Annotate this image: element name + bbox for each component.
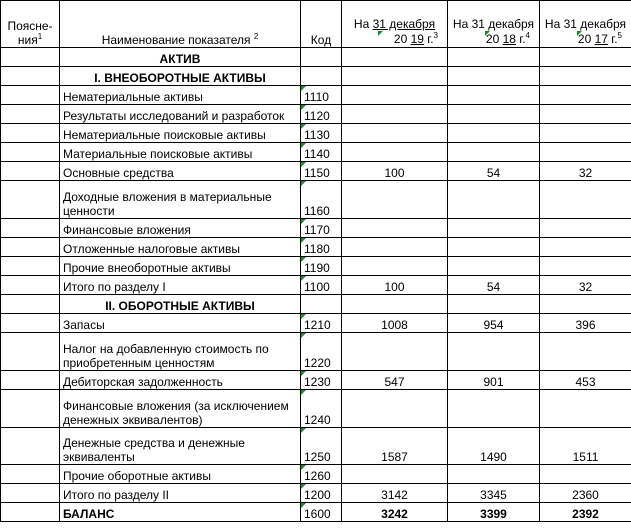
note-cell[interactable] <box>1 333 60 371</box>
table-row <box>1 257 631 276</box>
code-cell[interactable] <box>301 181 342 219</box>
note-cell[interactable] <box>1 276 60 295</box>
value-cell[interactable] <box>342 67 448 86</box>
note-cell[interactable] <box>1 390 60 428</box>
note-cell[interactable] <box>1 105 60 124</box>
value-cell[interactable] <box>540 86 631 105</box>
value-cell[interactable]: 396 <box>540 314 631 333</box>
row-label[interactable]: Финансовые вложения <box>60 219 301 238</box>
value-cell[interactable] <box>540 257 631 276</box>
note-cell[interactable] <box>1 86 60 105</box>
code-value: 1600 <box>304 507 331 521</box>
header-col2-sup: 4 <box>525 31 530 40</box>
table-row <box>1 484 631 503</box>
table-row <box>1 314 631 333</box>
table-row <box>1 276 631 295</box>
header-note-sup: 1 <box>37 32 43 41</box>
value-cell[interactable]: 54 <box>448 276 540 295</box>
value-cell[interactable] <box>540 390 631 428</box>
value-cell[interactable] <box>342 86 448 105</box>
value-cell[interactable] <box>342 333 448 371</box>
table-row <box>1 143 631 162</box>
note-cell[interactable] <box>1 162 60 181</box>
row-label[interactable]: БАЛАНС <box>60 503 301 522</box>
value-cell[interactable]: 54 <box>448 162 540 181</box>
header-col2-year: 18 <box>502 32 516 46</box>
code-value: 1130 <box>304 128 330 142</box>
value-cell[interactable] <box>540 181 631 219</box>
row-label[interactable]: Доходные вложения в материальные ценности <box>60 181 301 219</box>
value-cell[interactable]: 2392 <box>540 503 631 522</box>
row-label[interactable]: Итого по разделу I <box>60 276 301 295</box>
code-cell[interactable] <box>301 276 342 295</box>
code-cell[interactable] <box>301 295 342 314</box>
header-name-label: Наименование показателя <box>101 33 251 47</box>
value-cell[interactable]: 3242 <box>342 503 448 522</box>
value-cell[interactable] <box>448 257 540 276</box>
header-name-cell[interactable] <box>60 1 301 48</box>
table-row <box>1 105 631 124</box>
code-value: 1170 <box>304 223 330 237</box>
value-cell[interactable]: 100 <box>342 276 448 295</box>
header-col1-yr-prefix: 20 <box>393 32 408 46</box>
row-label[interactable]: Итого по разделу II <box>60 484 301 503</box>
table-row <box>1 371 631 390</box>
code-value: 1120 <box>304 109 330 123</box>
code-value: 1140 <box>304 147 330 161</box>
note-cell[interactable] <box>1 314 60 333</box>
note-cell[interactable] <box>1 143 60 162</box>
value-cell[interactable] <box>540 333 631 371</box>
header-col2-pre: На 31 декабря <box>452 17 535 31</box>
value-cell[interactable]: 1490 <box>448 428 540 465</box>
value-cell[interactable] <box>448 333 540 371</box>
code-cell[interactable] <box>301 314 342 333</box>
row-label[interactable]: Нематериальные поисковые активы <box>60 124 301 143</box>
value-cell[interactable] <box>342 238 448 257</box>
code-cell[interactable] <box>301 390 342 428</box>
value-cell[interactable] <box>342 181 448 219</box>
row-label[interactable]: Материальные поисковые активы <box>60 143 301 162</box>
value-cell[interactable]: 1511 <box>540 428 631 465</box>
header-col3-sup: 5 <box>617 31 622 40</box>
note-cell[interactable] <box>1 124 60 143</box>
header-col2-cell[interactable] <box>448 1 540 48</box>
value-cell[interactable]: 901 <box>448 371 540 390</box>
code-cell[interactable] <box>301 484 342 503</box>
header-code-cell[interactable] <box>301 1 342 48</box>
note-cell[interactable] <box>1 181 60 219</box>
value-cell[interactable] <box>448 67 540 86</box>
value-cell[interactable] <box>342 105 448 124</box>
code-value: 1260 <box>304 469 331 483</box>
header-col1-sup: 3 <box>433 31 438 40</box>
code-value: 1110 <box>304 90 329 104</box>
value-cell[interactable] <box>342 465 448 484</box>
value-cell[interactable] <box>540 67 631 86</box>
note-cell[interactable] <box>1 503 60 522</box>
table-row <box>1 333 631 371</box>
value-cell[interactable]: 100 <box>342 162 448 181</box>
code-value: 1210 <box>304 318 331 332</box>
code-cell[interactable] <box>301 143 342 162</box>
value-cell[interactable] <box>448 86 540 105</box>
comment-marker-icon <box>378 31 383 36</box>
value-cell[interactable] <box>342 48 448 67</box>
comment-marker-icon <box>485 31 490 36</box>
note-cell[interactable] <box>1 257 60 276</box>
code-cell[interactable] <box>301 238 342 257</box>
value-cell[interactable]: 32 <box>540 162 631 181</box>
note-cell[interactable] <box>1 484 60 503</box>
code-cell[interactable] <box>301 333 342 371</box>
row-label[interactable]: Прочие оборотные активы <box>60 465 301 484</box>
table-row <box>1 503 631 522</box>
value-cell[interactable]: 32 <box>540 276 631 295</box>
value-cell[interactable]: 1587 <box>342 428 448 465</box>
code-value: 1180 <box>304 242 330 256</box>
header-col1-cell[interactable] <box>342 1 448 48</box>
value-cell[interactable]: 954 <box>448 314 540 333</box>
header-col3-yr-prefix: 20 <box>577 32 592 46</box>
value-cell[interactable]: 1008 <box>342 314 448 333</box>
section-title[interactable]: АКТИВ <box>60 48 301 67</box>
header-row <box>1 1 631 48</box>
value-cell[interactable]: 2360 <box>540 484 631 503</box>
header-col3-year: 17 <box>594 32 608 46</box>
table-row <box>1 162 631 181</box>
code-cell[interactable] <box>301 67 342 86</box>
value-cell[interactable] <box>342 390 448 428</box>
value-cell[interactable]: 3399 <box>448 503 540 522</box>
header-col2-yr-prefix: 20 <box>485 32 500 46</box>
row-label[interactable]: Запасы <box>60 314 301 333</box>
header-col1-yr-suffix: г. <box>427 32 434 46</box>
comment-marker-icon <box>577 31 582 36</box>
row-label[interactable]: Прочие внеоборотные активы <box>60 257 301 276</box>
code-cell[interactable] <box>301 86 342 105</box>
section-title[interactable]: II. ОБОРОТНЫЕ АКТИВЫ <box>60 295 301 314</box>
value-cell[interactable] <box>448 105 540 124</box>
table-row <box>1 181 631 219</box>
table-row <box>1 390 631 428</box>
row-label[interactable]: Финансовые вложения (за исключением денежных эквивалентов) <box>60 390 301 428</box>
header-col3-pre: На 31 декабря <box>544 17 627 31</box>
code-cell[interactable] <box>301 371 342 390</box>
value-cell[interactable] <box>448 48 540 67</box>
row-label[interactable]: Налог на добавленную стоимость по приобретенным ценностям <box>60 333 301 371</box>
value-cell[interactable] <box>540 143 631 162</box>
header-col1-date: 31 декабря <box>372 17 436 31</box>
section-title[interactable]: I. ВНЕОБОРОТНЫЕ АКТИВЫ <box>60 67 301 86</box>
header-col2-yr-suffix: г. <box>519 32 526 46</box>
note-cell[interactable] <box>1 295 60 314</box>
code-value: 1230 <box>304 375 331 389</box>
code-cell[interactable] <box>301 48 342 67</box>
code-cell[interactable] <box>301 428 342 465</box>
code-value: 1220 <box>304 356 331 370</box>
row-label[interactable]: Отложенные налоговые активы <box>60 238 301 257</box>
row-label[interactable]: Дебиторская задолженность <box>60 371 301 390</box>
table-row <box>1 67 631 86</box>
code-cell[interactable] <box>301 257 342 276</box>
value-cell[interactable] <box>448 295 540 314</box>
code-cell[interactable] <box>301 162 342 181</box>
row-label[interactable]: Нематериальные активы <box>60 86 301 105</box>
value-cell[interactable]: 3345 <box>448 484 540 503</box>
value-cell[interactable] <box>448 465 540 484</box>
table-row <box>1 86 631 105</box>
value-cell[interactable] <box>342 295 448 314</box>
note-cell[interactable] <box>1 428 60 465</box>
code-cell[interactable] <box>301 124 342 143</box>
code-cell[interactable] <box>301 105 342 124</box>
value-cell[interactable] <box>540 124 631 143</box>
note-cell[interactable] <box>1 219 60 238</box>
value-cell[interactable] <box>540 238 631 257</box>
header-col3-cell[interactable] <box>540 1 631 48</box>
value-cell[interactable] <box>448 181 540 219</box>
header-note-label: Поясне-ния <box>7 19 53 47</box>
code-value: 1100 <box>304 280 330 294</box>
header-note-cell[interactable] <box>1 1 60 48</box>
code-cell[interactable] <box>301 219 342 238</box>
header-name-sup: 2 <box>253 32 259 41</box>
table-row <box>1 48 631 67</box>
header-col1-pre: На <box>353 17 370 31</box>
note-cell[interactable] <box>1 67 60 86</box>
table-row <box>1 124 631 143</box>
value-cell[interactable] <box>540 465 631 484</box>
value-cell[interactable]: 547 <box>342 371 448 390</box>
note-cell[interactable] <box>1 238 60 257</box>
value-cell[interactable] <box>540 295 631 314</box>
value-cell[interactable] <box>540 105 631 124</box>
row-label[interactable]: Основные средства <box>60 162 301 181</box>
table-row <box>1 428 631 465</box>
header-col3-yr-suffix: г. <box>611 32 618 46</box>
code-value: 1190 <box>304 261 330 275</box>
note-cell[interactable] <box>1 465 60 484</box>
value-cell[interactable] <box>342 257 448 276</box>
table-row <box>1 219 631 238</box>
code-value: 1200 <box>304 488 331 502</box>
note-cell[interactable] <box>1 371 60 390</box>
value-cell[interactable] <box>342 124 448 143</box>
code-value: 1160 <box>304 204 330 218</box>
value-cell[interactable] <box>540 219 631 238</box>
value-cell[interactable] <box>342 143 448 162</box>
code-value: 1240 <box>304 413 331 427</box>
value-cell[interactable] <box>448 219 540 238</box>
row-label[interactable]: Денежные средства и денежные эквиваленты <box>60 428 301 465</box>
value-cell[interactable]: 453 <box>540 371 631 390</box>
table-row <box>1 295 631 314</box>
value-cell[interactable] <box>448 238 540 257</box>
code-value: 1250 <box>304 450 331 464</box>
code-value: 1150 <box>304 166 330 180</box>
row-label[interactable]: Результаты исследований и разработок <box>60 105 301 124</box>
table-row <box>1 238 631 257</box>
header-code-label: Код <box>310 33 332 47</box>
value-cell[interactable] <box>448 390 540 428</box>
code-cell[interactable] <box>301 465 342 484</box>
value-cell[interactable] <box>448 143 540 162</box>
value-cell[interactable] <box>342 219 448 238</box>
code-cell[interactable] <box>301 503 342 522</box>
value-cell[interactable] <box>448 124 540 143</box>
note-cell[interactable] <box>1 48 60 67</box>
value-cell[interactable] <box>540 48 631 67</box>
value-cell[interactable]: 3142 <box>342 484 448 503</box>
header-col1-year: 19 <box>410 32 424 46</box>
table-row <box>1 465 631 484</box>
